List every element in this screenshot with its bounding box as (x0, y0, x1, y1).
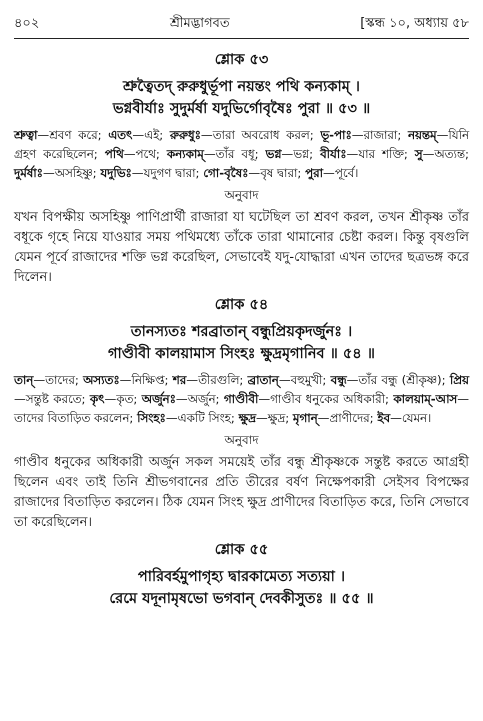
verse-line: ভগ্নবীর্যাঃ সুদুর্মর্ষা যদুভির্গোবৃষৈঃ পুরা ॥ ৫৩ ॥ (112, 101, 371, 117)
shloka-section-55 (14, 539, 469, 610)
gloss-meaning: —অসহিষ্ণু; (42, 166, 101, 180)
gloss-meaning: —তাঁর বন্ধু (শ্রীকৃষ্ণ); (346, 373, 450, 387)
gloss-meaning: —যিনি গ্রহণ করেছিলেন; (14, 128, 469, 161)
shloka-title: শ্লোক ৫৩ (214, 52, 269, 68)
gloss-term: শ্রুত্বা (14, 128, 38, 142)
verse-line: তানস্যতঃ শরব্রাতান্ বন্ধুপ্রিয়কৃদর্জুনঃ । (130, 324, 353, 340)
chapter-reference: [স্কন্ধ ১০, অধ্যায় ৫৮ (360, 16, 469, 31)
gloss-meaning: —বহুমুখী; (278, 373, 331, 387)
gloss-term: গো-বৃষৈঃ (203, 166, 249, 180)
gloss-term: তান্ (14, 373, 34, 387)
translation-heading: অনুবাদ (224, 433, 259, 447)
gloss-term: প্রিয় (449, 373, 469, 387)
verse-line: শ্রুত্বৈতদ্ রুরুধুর্ভূপা নয়ন্তং পথি কন্যকাম্ । (122, 79, 360, 95)
gloss-meaning: —সন্তুষ্ট করতে; (14, 392, 90, 406)
gloss-term: বীর্যাঃ (320, 147, 347, 161)
gloss-meaning: —তাদের; (33, 373, 84, 387)
gloss-term: গাণ্ডীবী (223, 392, 259, 406)
gloss-term: শর (172, 373, 187, 387)
gloss-meaning: —নিক্ষিপ্ত; (119, 373, 173, 387)
gloss-meaning: —শ্রবণ করে; (37, 128, 109, 142)
gloss-term: যদুভিঃ (100, 166, 132, 180)
verse-line: গাণ্ডীবী কালয়ামাস সিংহঃ ক্ষুদ্রমৃগানিব ॥ ৫৪ ॥ (108, 346, 375, 362)
translation-heading: অনুবাদ (224, 188, 259, 202)
gloss-meaning: —যেমন। (390, 411, 432, 425)
gloss-meaning: —তারা অবরোধ করল; (200, 128, 321, 142)
gloss-meaning: —তাঁর বধূ; (203, 147, 266, 161)
gloss-term: বন্ধু (330, 373, 347, 387)
page-number: ৪০২ (14, 16, 40, 31)
gloss-term: কালয়াম্-আস (393, 392, 458, 406)
gloss-meaning: —পথে; (123, 147, 167, 161)
translation-text: যখন বিপক্ষীয় অসহিষ্ণু পাণিপ্রার্থী রাজারা যা ঘটেছিল তা শ্রবণ করল, তখন শ্রীকৃষ্ণ তাঁর বধূকে গৃহে নিয়ে যাওয়ার সময় পথিমধ্যে তাঁকে তারা থামানোর চেষ্টা করল। কিন্তু বৃষগুলি যেমন পূর্বে রাজাদের শক্তি ভগ্ন করেছিল, সেভাবেই যদু-যোদ্ধারা এখন তাদের ছত্রভঙ্গ করে দিলেন। (14, 210, 469, 285)
word-gloss (14, 371, 469, 428)
gloss-term: পুরা (305, 166, 324, 180)
book-title: শ্রীমদ্ভাগবত (169, 16, 230, 31)
shloka-section-53 (14, 49, 469, 288)
shloka-title: শ্লোক ৫৪ (214, 297, 269, 313)
verse-line: রেমে যদূনামৃষভো ভগবান্ দেবকীসুতঃ ॥ ৫৫ ॥ (109, 591, 374, 607)
book-page (14, 14, 469, 614)
gloss-meaning: —তীরগুলি; (186, 373, 248, 387)
gloss-meaning: —অত্যন্ত; (422, 147, 469, 161)
page-header (14, 14, 469, 39)
gloss-term: এতৎ (108, 128, 133, 142)
word-gloss (14, 126, 469, 183)
gloss-meaning: —গাণ্ডীব ধনুকের অধিকারী; (258, 392, 394, 406)
gloss-term: অর্জুনঃ (141, 392, 176, 406)
gloss-meaning: —একটি সিংহ; (165, 411, 239, 425)
gloss-term: ক্ষুদ্র (238, 411, 256, 425)
translation-text: গাণ্ডীব ধনুকের অধিকারী অর্জুন সকল সময়েই তাঁর বন্ধু শ্রীকৃষ্ণকে সন্তুষ্ট করতে আগ্রহী ছিলেন এবং তাই তিনি শ্রীভগবানের প্রতি তীরের বর্ষণ নিক্ষেপকারী সেইসব বিপক্ষের রাজাদের বিতাড়িত করলেন। ঠিক যেমন সিংহ ক্ষুদ্র প্রাণীদের বিতাড়িত করে, তিনি সেভাবে তা করেছিলেন। (14, 455, 470, 530)
gloss-term: কৃৎ (89, 392, 105, 406)
gloss-term: ভূ-পাঃ (320, 128, 352, 142)
gloss-term: রুরুধুঃ (169, 128, 201, 142)
gloss-term: ভগ্ন (265, 147, 282, 161)
gloss-term: ব্রাতান্ (247, 373, 279, 387)
gloss-meaning: —এই; (132, 128, 170, 142)
shloka-section-54 (14, 294, 469, 533)
gloss-meaning: —রাজারা; (351, 128, 408, 142)
gloss-meaning: —যদুগণ দ্বারা; (131, 166, 204, 180)
gloss-meaning: —যার শক্তি; (346, 147, 415, 161)
gloss-meaning: —ভগ্ন; (281, 147, 321, 161)
gloss-term: ইব (377, 411, 391, 425)
gloss-term: কন্যকাম্ (166, 147, 204, 161)
verse-line: পারিবর্হমুপাগৃহ্য দ্বারকামেত্য সত্যয়া । (137, 569, 346, 585)
gloss-meaning: —অর্জুন; (175, 392, 224, 406)
gloss-term: সু (414, 147, 423, 161)
gloss-term: সিংহঃ (137, 411, 166, 425)
gloss-term: পথি (104, 147, 124, 161)
gloss-term: দুর্মর্ষাঃ (14, 166, 43, 180)
gloss-meaning: —কৃত; (104, 392, 142, 406)
gloss-meaning: —বৃষ দ্বারা; (248, 166, 306, 180)
gloss-term: নয়ন্তম্ (407, 128, 437, 142)
gloss-meaning: —প্রাণীদের; (317, 411, 378, 425)
gloss-meaning: —তাদের বিতাড়িত করলেন; (14, 392, 469, 425)
gloss-term: অস্যতঃ (83, 373, 120, 387)
shloka-title: শ্লোক ৫৫ (214, 542, 269, 558)
gloss-meaning: —পূর্বে। (323, 166, 359, 180)
gloss-meaning: —ক্ষুদ্র; (256, 411, 293, 425)
gloss-term: মৃগান্ (292, 411, 318, 425)
